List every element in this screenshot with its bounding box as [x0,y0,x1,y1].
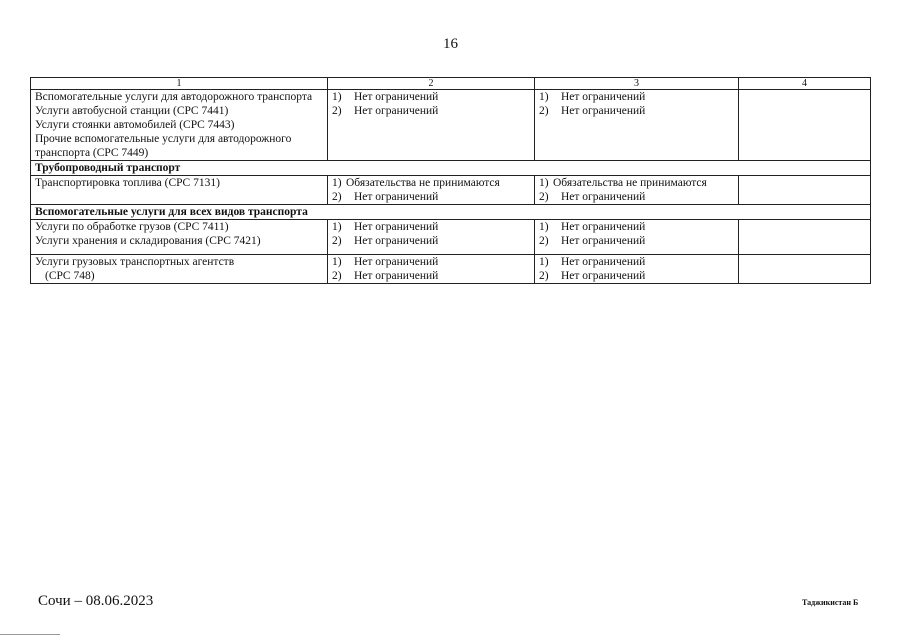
header-col-4: 4 [739,78,871,90]
section-heading-row [31,205,871,220]
mode-number: 1) [332,221,342,233]
sector-cell [31,220,328,255]
national-treatment-cell [535,176,739,205]
sector-text: Вспомогательные услуги для автодорожного транспорта [35,91,313,103]
bottom-rule [0,634,60,635]
mode-number: 2) [539,270,549,282]
header-col-1: 1 [31,78,328,90]
limitation-text: Нет ограничений [354,221,439,233]
limitation-entry [539,269,734,283]
mode-number: 1) [539,256,549,268]
sector-text: Услуги по обработке грузов (CPC 7411) [35,221,229,233]
market-access-cell [328,220,535,255]
section-heading: Трубопроводный транспорт [31,161,871,176]
sector-text: Услуги грузовых транспортных агентств [35,256,235,268]
limitation-entry [539,255,734,269]
market-access-cell [328,255,535,284]
limitation-text: Нет ограничений [561,105,646,117]
additional-commitments-cell [739,220,871,255]
market-access-cell [328,176,535,205]
table-row [31,176,871,205]
table-body [31,78,871,284]
limitation-text: Нет ограничений [354,270,439,282]
limitation-entry [332,190,530,204]
mode-number: 2) [332,235,342,247]
header-col-2: 2 [328,78,535,90]
sector-text: Услуги автобусной станции (CPC 7441) [35,105,229,117]
section-heading-row [31,161,871,176]
national-treatment-cell [535,255,739,284]
table-header-row [31,78,871,90]
limitation-entry [539,176,734,190]
limitation-text: Нет ограничений [561,235,646,247]
additional-commitments-cell [739,255,871,284]
sector-text: Услуги стоянки автомобилей (CPC 7443) [35,119,235,131]
limitation-entry [332,255,530,269]
table-row [31,220,871,255]
limitation-entry [332,104,530,118]
limitation-entry [539,104,734,118]
mode-number: 2) [332,270,342,282]
table-row [31,90,871,161]
mode-number: 2) [539,105,549,117]
mode-number: 1) [332,91,342,103]
limitation-entry [539,190,734,204]
footer-place-date: Сочи – 08.06.2023 [38,593,154,609]
limitation-entry [539,220,734,234]
limitation-text: Нет ограничений [354,256,439,268]
limitation-text: Нет ограничений [561,270,646,282]
sector-cell [31,90,328,161]
table-row [31,255,871,284]
mode-number: 2) [332,105,342,117]
page-number: 16 [443,36,458,52]
mode-number: 1) [539,177,549,189]
limitation-entry [332,90,530,104]
limitation-entry [332,220,530,234]
limitation-entry [539,90,734,104]
limitation-text: Нет ограничений [354,105,439,117]
limitation-entry [332,176,530,190]
limitation-text: Нет ограничений [561,256,646,268]
sector-text: Услуги хранения и складирования (CPC 7421) [35,235,261,247]
sector-cell [31,255,328,284]
limitation-text: Нет ограничений [354,91,439,103]
limitation-text: Нет ограничений [561,221,646,233]
sector-cell [31,176,328,205]
section-heading: Вспомогательные услуги для всех видов транспорта [31,205,871,220]
mode-number: 2) [332,191,342,203]
mode-number: 2) [539,191,549,203]
limitation-entry [332,234,530,248]
mode-number: 1) [539,221,549,233]
national-treatment-cell [535,220,739,255]
sector-text: (CPC 748) [45,270,95,282]
commitments-table [30,77,871,284]
sector-text: Прочие вспомогательные услуги для автодорожного транспорта (CPC 7449) [35,133,292,159]
limitation-entry [332,269,530,283]
limitation-entry [539,234,734,248]
limitation-text: Нет ограничений [354,235,439,247]
limitation-text: Нет ограничений [561,91,646,103]
mode-number: 2) [539,235,549,247]
additional-commitments-cell [739,176,871,205]
sector-text: Транспортировка топлива (CPC 7131) [35,177,220,189]
limitation-text: Нет ограничений [561,191,646,203]
footer-country: Таджикистан Б [802,598,859,607]
limitation-text: Обязательства не принимаются [553,177,707,189]
limitation-text: Нет ограничений [354,191,439,203]
header-col-3: 3 [535,78,739,90]
mode-number: 1) [332,256,342,268]
market-access-cell [328,90,535,161]
additional-commitments-cell [739,90,871,161]
mode-number: 1) [332,177,342,189]
national-treatment-cell [535,90,739,161]
limitation-text: Обязательства не принимаются [346,177,500,189]
row-spacer [35,248,323,254]
mode-number: 1) [539,91,549,103]
